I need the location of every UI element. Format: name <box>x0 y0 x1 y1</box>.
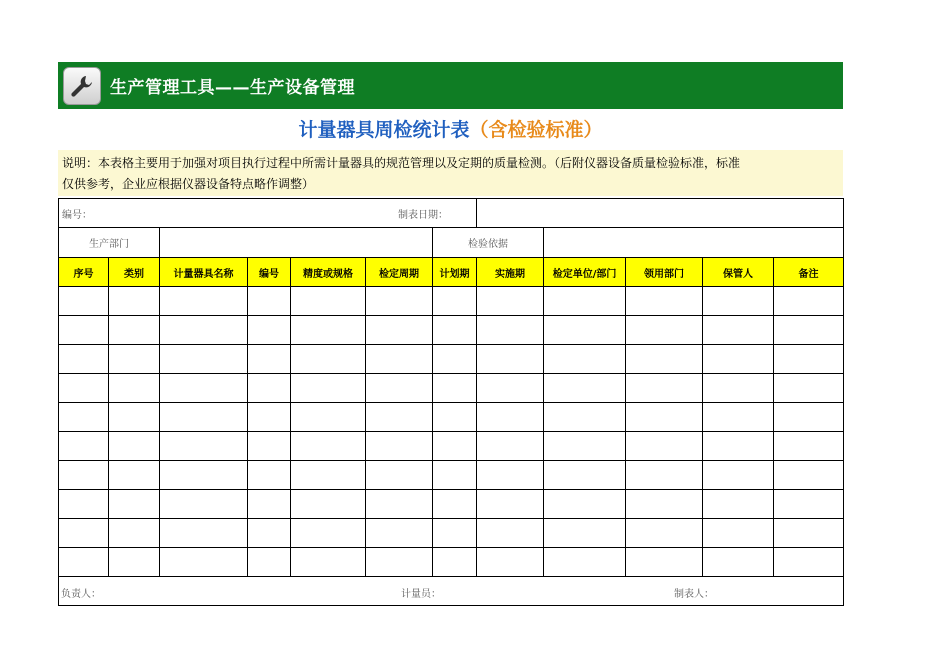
wrench-icon <box>63 67 101 105</box>
table-cell[interactable] <box>477 519 544 548</box>
table-cell[interactable] <box>160 403 248 432</box>
metrologist-label: 计量员： <box>401 589 441 600</box>
table-cell[interactable] <box>291 490 366 519</box>
table-cell[interactable] <box>544 287 626 316</box>
table-cell[interactable] <box>544 316 626 345</box>
col-header: 类别 <box>109 258 160 287</box>
table-cell[interactable] <box>433 490 477 519</box>
table-cell[interactable] <box>109 490 160 519</box>
table-cell[interactable] <box>59 287 109 316</box>
table-cell[interactable] <box>291 374 366 403</box>
table-row <box>59 519 844 548</box>
table-cell[interactable] <box>366 461 433 490</box>
table-cell[interactable] <box>544 461 626 490</box>
table-cell[interactable] <box>248 432 291 461</box>
table-row <box>59 403 844 432</box>
col-header: 编号 <box>248 258 291 287</box>
table-row <box>59 374 844 403</box>
col-header: 实施期 <box>477 258 544 287</box>
preparer-label: 制表人： <box>674 589 714 600</box>
table-cell[interactable] <box>544 432 626 461</box>
table-cell[interactable] <box>248 490 291 519</box>
dept-label: 生产部门 <box>59 228 160 258</box>
table-cell[interactable] <box>366 490 433 519</box>
table-cell[interactable] <box>109 287 160 316</box>
page-title-main: 计量器具周检统计表 <box>298 119 470 141</box>
table-cell[interactable] <box>703 374 774 403</box>
table-row <box>59 316 844 345</box>
table-cell[interactable] <box>291 316 366 345</box>
table-cell[interactable] <box>291 548 366 577</box>
table-cell[interactable] <box>160 287 248 316</box>
table-cell[interactable] <box>59 374 109 403</box>
table-cell[interactable] <box>109 403 160 432</box>
basis-input[interactable] <box>544 228 844 258</box>
table-cell[interactable] <box>544 374 626 403</box>
table-cell[interactable] <box>248 345 291 374</box>
table-cell[interactable] <box>59 316 109 345</box>
table-cell[interactable] <box>160 316 248 345</box>
table-cell[interactable] <box>703 316 774 345</box>
table-cell[interactable] <box>291 287 366 316</box>
table-cell[interactable] <box>703 345 774 374</box>
table-cell[interactable] <box>544 519 626 548</box>
table-cell[interactable] <box>703 432 774 461</box>
table-cell[interactable] <box>59 403 109 432</box>
table-cell[interactable] <box>774 548 844 577</box>
table-row <box>59 432 844 461</box>
date-field[interactable] <box>477 199 844 228</box>
table-cell[interactable] <box>774 345 844 374</box>
table-cell[interactable] <box>626 345 703 374</box>
table-cell[interactable] <box>544 403 626 432</box>
banner-title: 生产管理工具——生产设备管理 <box>110 78 355 98</box>
table-cell[interactable] <box>433 345 477 374</box>
table-cell[interactable] <box>291 461 366 490</box>
table-cell[interactable] <box>774 374 844 403</box>
table-cell[interactable] <box>109 374 160 403</box>
table-cell[interactable] <box>774 519 844 548</box>
table-cell[interactable] <box>109 345 160 374</box>
table-cell[interactable] <box>433 519 477 548</box>
table-cell[interactable] <box>160 461 248 490</box>
table-cell[interactable] <box>291 519 366 548</box>
table-cell[interactable] <box>703 548 774 577</box>
table-cell[interactable] <box>703 490 774 519</box>
table-cell[interactable] <box>59 490 109 519</box>
table-cell[interactable] <box>59 345 109 374</box>
table-cell[interactable] <box>477 287 544 316</box>
table-cell[interactable] <box>626 287 703 316</box>
table-cell[interactable] <box>366 403 433 432</box>
table-cell[interactable] <box>477 461 544 490</box>
table-cell[interactable] <box>626 403 703 432</box>
table-cell[interactable] <box>433 461 477 490</box>
table-cell[interactable] <box>626 374 703 403</box>
table-cell[interactable] <box>248 403 291 432</box>
table-cell[interactable] <box>626 461 703 490</box>
table-row <box>59 490 844 519</box>
table-cell[interactable] <box>248 519 291 548</box>
table-cell[interactable] <box>366 345 433 374</box>
header-banner <box>58 62 843 109</box>
table-cell[interactable] <box>774 403 844 432</box>
date-label: 制表日期： <box>398 210 448 221</box>
table-cell[interactable] <box>160 374 248 403</box>
table-cell[interactable] <box>160 432 248 461</box>
responsible-label: 负责人： <box>61 589 101 600</box>
page-title-suffix: （含检验标准） <box>469 119 603 141</box>
table-cell[interactable] <box>433 432 477 461</box>
number-label: 编号： <box>62 209 92 221</box>
table-cell[interactable] <box>291 432 366 461</box>
footer-cell <box>59 577 844 606</box>
table-cell[interactable] <box>109 432 160 461</box>
col-header: 序号 <box>59 258 109 287</box>
table-body <box>59 287 844 577</box>
page-title <box>58 115 843 145</box>
table-cell[interactable] <box>477 490 544 519</box>
table-cell[interactable] <box>626 432 703 461</box>
table-row <box>59 548 844 577</box>
table-cell[interactable] <box>59 461 109 490</box>
table-cell[interactable] <box>59 548 109 577</box>
col-header: 备注 <box>774 258 844 287</box>
table-cell[interactable] <box>433 403 477 432</box>
col-header: 计量器具名称 <box>160 258 248 287</box>
table-cell[interactable] <box>248 548 291 577</box>
table-cell[interactable] <box>544 490 626 519</box>
table-cell[interactable] <box>477 345 544 374</box>
description-note <box>58 150 843 196</box>
table-cell[interactable] <box>248 287 291 316</box>
table-row <box>59 461 844 490</box>
basis-label: 检验依据 <box>433 228 544 258</box>
table-cell[interactable] <box>433 287 477 316</box>
col-header: 精度或规格 <box>291 258 366 287</box>
table-cell[interactable] <box>160 548 248 577</box>
table-cell[interactable] <box>291 403 366 432</box>
col-header: 计划期 <box>433 258 477 287</box>
note-line-1: 说明：本表格主要用于加强对项目执行过程中所需计量器具的规范管理以及定期的质量检测。（后附仪器设备质量检验标准，标准 <box>62 156 741 170</box>
table-cell[interactable] <box>59 432 109 461</box>
table-cell[interactable] <box>160 490 248 519</box>
inspection-table <box>58 198 844 606</box>
col-header: 保管人 <box>703 258 774 287</box>
table-cell[interactable] <box>774 287 844 316</box>
table-cell[interactable] <box>160 519 248 548</box>
table-cell[interactable] <box>774 432 844 461</box>
table-cell[interactable] <box>366 519 433 548</box>
note-line-2: 仅供参考，企业应根据仪器设备特点略作调整） <box>62 177 315 191</box>
dept-input[interactable] <box>160 228 433 258</box>
table-cell[interactable] <box>477 374 544 403</box>
table-cell[interactable] <box>774 461 844 490</box>
table-cell[interactable] <box>544 345 626 374</box>
table-cell[interactable] <box>366 432 433 461</box>
table-cell[interactable] <box>248 374 291 403</box>
table-cell[interactable] <box>774 316 844 345</box>
table-cell[interactable] <box>544 548 626 577</box>
table-cell[interactable] <box>703 287 774 316</box>
table-row <box>59 287 844 316</box>
table-cell[interactable] <box>433 316 477 345</box>
table-cell[interactable] <box>248 461 291 490</box>
table-cell[interactable] <box>626 316 703 345</box>
table-cell[interactable] <box>703 519 774 548</box>
table-cell[interactable] <box>366 374 433 403</box>
table-cell[interactable] <box>477 403 544 432</box>
table-cell[interactable] <box>626 519 703 548</box>
table-cell[interactable] <box>109 461 160 490</box>
table-cell[interactable] <box>703 403 774 432</box>
table-cell[interactable] <box>774 490 844 519</box>
table-cell[interactable] <box>109 519 160 548</box>
table-cell[interactable] <box>291 345 366 374</box>
col-header: 检定周期 <box>366 258 433 287</box>
table-cell[interactable] <box>366 548 433 577</box>
table-cell[interactable] <box>160 345 248 374</box>
table-cell[interactable] <box>109 316 160 345</box>
table-cell[interactable] <box>703 461 774 490</box>
table-cell[interactable] <box>433 374 477 403</box>
table-header-row <box>59 258 844 287</box>
table-cell[interactable] <box>477 316 544 345</box>
table-cell[interactable] <box>477 432 544 461</box>
table-cell[interactable] <box>109 548 160 577</box>
table-cell[interactable] <box>248 316 291 345</box>
table-cell[interactable] <box>366 316 433 345</box>
table-cell[interactable] <box>626 490 703 519</box>
footer-row <box>59 577 844 606</box>
table-cell[interactable] <box>59 519 109 548</box>
table-cell[interactable] <box>433 548 477 577</box>
table-cell[interactable] <box>626 548 703 577</box>
col-header: 领用部门 <box>626 258 703 287</box>
table-row <box>59 345 844 374</box>
col-header: 检定单位/部门 <box>544 258 626 287</box>
table-cell[interactable] <box>366 287 433 316</box>
table-cell[interactable] <box>477 548 544 577</box>
